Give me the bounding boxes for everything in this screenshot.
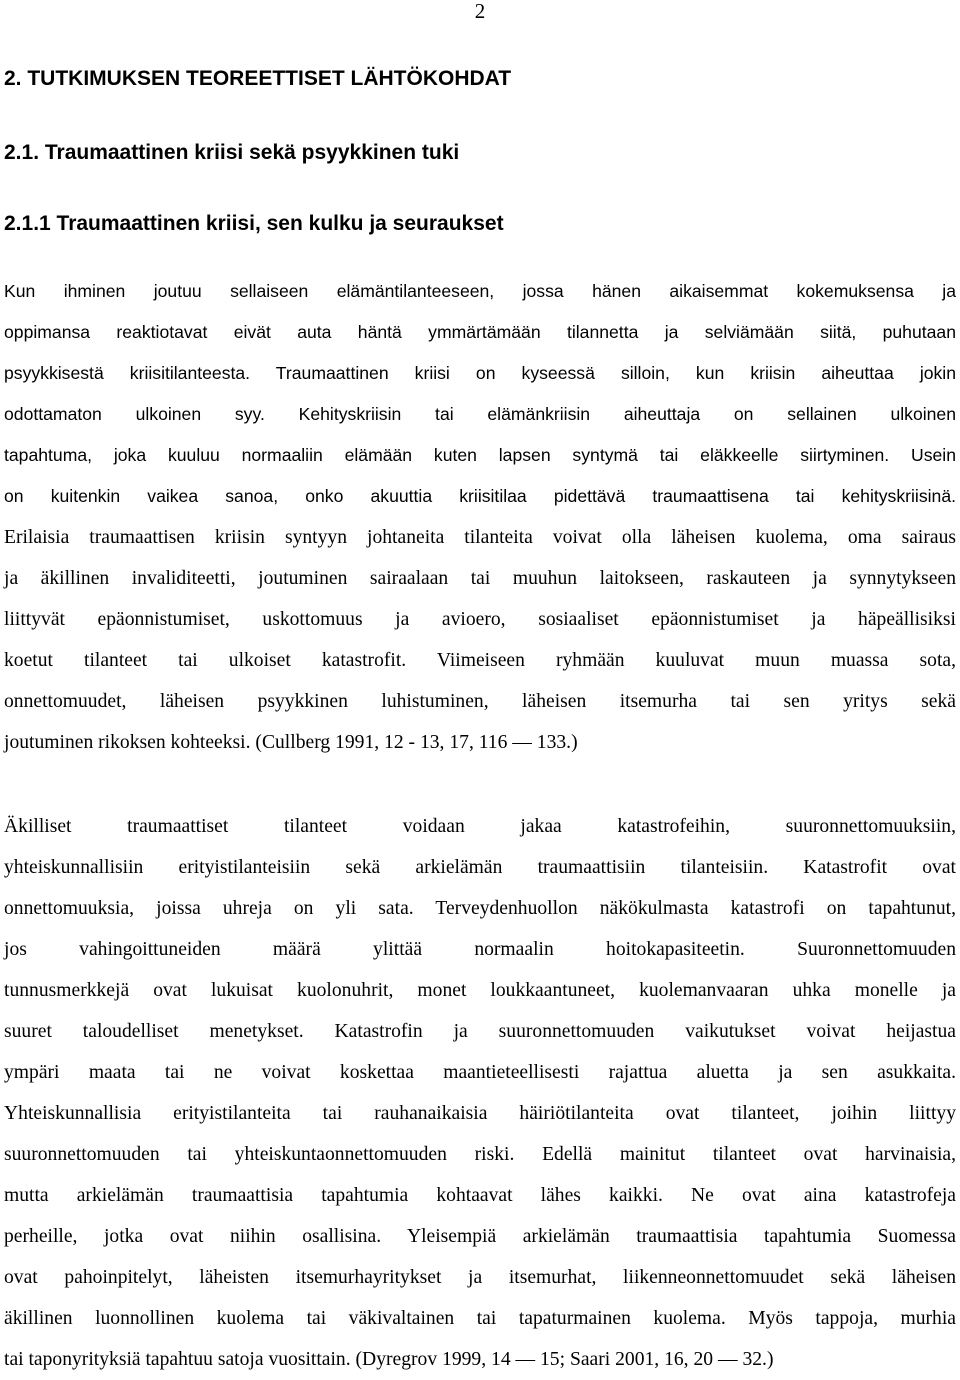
paragraph-line: liittyvät epäonnistumiset, uskottomuus ja avioero, sosiaaliset epäonnistumiset ja häpeällisiksi	[4, 609, 956, 630]
paragraph-line: koetut tilanteet tai ulkoiset katastrofit. Viimeiseen ryhmään kuuluvat muun muassa sota,	[4, 650, 956, 671]
paragraph-line: Yhteiskunnallisia erityistilanteita tai rauhanaikaisia häiriötilanteita ovat tilanteet, joihin liittyy	[4, 1103, 956, 1124]
paragraph-line: ovat pahoinpitelyt, läheisten itsemurhayritykset ja itsemurhat, liikenneonnettomuudet sekä läheisen	[4, 1267, 956, 1288]
paragraph-line: tapahtuma, joka kuuluu normaaliin elämään kuten lapsen syntymä tai eläkkeelle siirtyminen. Usein	[4, 445, 956, 465]
paragraph-line: jos vahingoittuneiden määrä ylittää normaalin hoitokapasiteetin. Suuronnettomuuden	[4, 939, 956, 960]
paragraph-line: ja äkillinen invaliditeetti, joutuminen sairaalaan tai muuhun laitokseen, raskauteen ja synnytykseen	[4, 568, 956, 589]
paragraph-line: onnettomuudet, läheisen psyykkinen luhistuminen, läheisen itsemurha tai sen yritys sekä	[4, 691, 956, 712]
paragraph-line: Äkilliset traumaattiset tilanteet voidaan jakaa katastrofeihin, suuronnettomuuksiin,	[4, 816, 956, 837]
paragraph-line: äkillinen luonnollinen kuolema tai väkivaltainen tai tapaturmainen kuolema. Myös tappoja, murhia	[4, 1308, 956, 1329]
page-number: 2	[474, 0, 486, 23]
body-paragraph-2	[4, 806, 956, 1380]
paragraph-line: yhteiskunnallisiin erityistilanteisiin sekä arkielämän traumaattisiin tilanteisiin. Katastrofit ovat	[4, 857, 956, 878]
paragraph-line: mutta arkielämän traumaattisia tapahtumia kohtaavat lähes kaikki. Ne ovat aina katastrofeja	[4, 1185, 956, 1206]
paragraph-line: on kuitenkin vaikea sanoa, onko akuuttia kriisitilaa pidettävä traumaattisena tai kehityskriisinä.	[4, 486, 956, 506]
paragraph-line: oppimansa reaktiotavat eivät auta häntä ymmärtämään tilannetta ja selviämään siitä, puhutaan	[4, 322, 956, 342]
chapter-heading: 2. TUTKIMUKSEN TEOREETTISET LÄHTÖKOHDAT	[4, 67, 512, 90]
subsection-heading: 2.1.1 Traumaattinen kriisi, sen kulku ja seuraukset	[4, 212, 504, 235]
paragraph-line: ympäri maata tai ne voivat koskettaa maantieteellisesti rajattua aluetta ja sen asukkaita.	[4, 1062, 956, 1083]
body-paragraph-1	[4, 271, 956, 763]
paragraph-line: tai taponyrityksiä tapahtuu satoja vuosittain. (Dyregrov 1999, 14 — 15; Saari 2001, 16, 20 — 32.)	[4, 1349, 774, 1370]
paragraph-line: suuronnettomuuden tai yhteiskuntaonnettomuuden riski. Edellä mainitut tilanteet ovat harvinaisia,	[4, 1144, 956, 1165]
paragraph-line: suuret taloudelliset menetykset. Katastrofin ja suuronnettomuuden vaikutukset voivat heijastua	[4, 1021, 956, 1042]
paragraph-line: joutuminen rikoksen kohteeksi. (Cullberg 1991, 12 - 13, 17, 116 — 133.)	[4, 732, 578, 753]
paragraph-line: perheille, jotka ovat niihin osallisina. Yleisempiä arkielämän traumaattisia tapahtumia Suomessa	[4, 1226, 956, 1247]
paragraph-line: onnettomuuksia, joissa uhreja on yli sata. Terveydenhuollon näkökulmasta katastrofi on tapahtunut,	[4, 898, 956, 919]
paragraph-line: Kun ihminen joutuu sellaiseen elämäntilanteeseen, jossa hänen aikaisemmat kokemuksensa ja	[4, 281, 956, 301]
paragraph-line: tunnusmerkkejä ovat lukuisat kuolonuhrit, monet loukkaantuneet, kuolemanvaaran uhka monelle ja	[4, 980, 956, 1001]
paragraph-line: psyykkisestä kriisitilanteesta. Traumaattinen kriisi on kyseessä silloin, kun kriisin aiheuttaa jokin	[4, 363, 956, 383]
paragraph-line: Erilaisia traumaattisen kriisin syntyyn johtaneita tilanteita voivat olla läheisen kuolema, oma sairaus	[4, 527, 956, 548]
paragraph-line: odottamaton ulkoinen syy. Kehityskriisin tai elämänkriisin aiheuttaja on sellainen ulkoinen	[4, 404, 956, 424]
section-heading: 2.1. Traumaattinen kriisi sekä psyykkinen tuki	[4, 141, 460, 164]
